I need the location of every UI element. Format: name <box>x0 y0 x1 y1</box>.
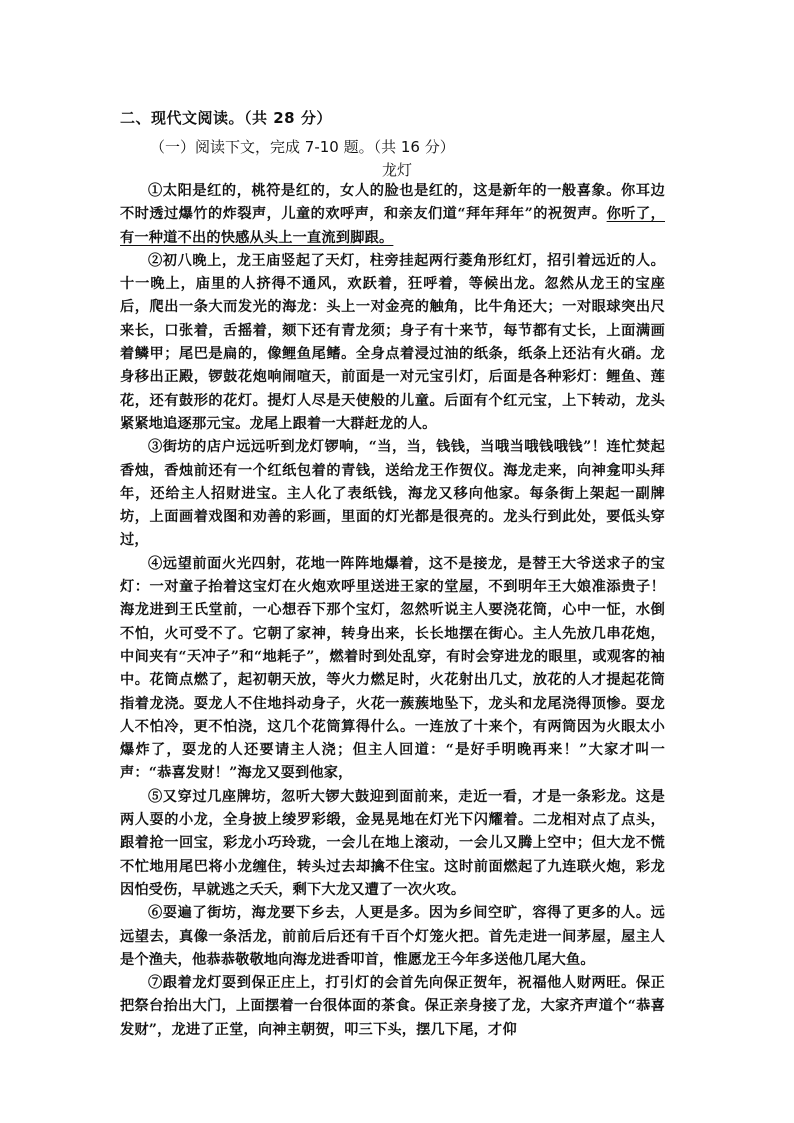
paragraph-text: ⑤又穿过几座牌坊，忽听大锣大鼓迎到面前来，走近一看，才是一条彩龙。这是两人耍的小龙，全身披上绫罗彩缎，金晃晃地在灯光下闪耀着。二龙相对点了点头，跟着抢一回宝，彩龙小巧玲珑，一会儿在地上滚动，一会儿又腾上空中；但大龙不慌不忙地用尾巴将小龙缠住，转头过去却擒不住宝。这时前面燃起了九连联火炮，彩龙因怕受伤，早就逃之夭夭，剩下大龙又遭了一次火攻。 <box>120 788 665 898</box>
paragraph-3 <box>120 436 665 552</box>
paragraph-text: ③街坊的店户远远听到龙灯锣响，“当，当，钱钱，当哦当哦钱哦钱”！连忙焚起香烛，香烛前还有一个红纸包着的青钱，送给龙王作贺仪。海龙走来，向神龛叩头拜年，还给主人招财进宝。主人化了表纸钱，海龙又移向他家。每条街上架起一副牌坊，上面画着戏图和劝善的彩画，里面的灯光都是很亮的。龙头行到此处，要低头穿过， <box>120 439 665 549</box>
paragraph-text: ②初八晚上，龙王庙竖起了天灯，柱旁挂起两行菱角形红灯，招引着远近的人。十一晚上，庙里的人挤得不通风，欢跃着，狂呼着，等候出龙。忽然从龙王的宝座后，爬出一条大而发光的海龙：头上一对金亮的触角，比牛角还大；一对眼球突出尺来长，口张着，舌摇着，颏下还有青龙须；身子有十来节，每节都有丈长，上面满画着鳞甲；尾巴是扁的，像鲤鱼尾鳍。全身点着浸过油的纸条，纸条上还沾有火硝。龙身移出正殿，锣鼓花炮响闹喧天，前面是一对元宝引灯，后面是各种彩灯：鲤鱼、莲花，还有鼓形的花灯。提灯人尽是天使般的儿童。后面有个红元宝，上下转动，龙头紧紧地追逐那元宝。龙尾上跟着一大群赶龙的人。 <box>120 252 665 432</box>
sub-heading: （一）阅读下文，完成 7-10 题。（共 16 分） <box>150 138 455 156</box>
paragraph-2 <box>120 250 665 436</box>
paragraph-text: ⑦跟着龙灯耍到保正庄上，打引灯的会首先向保正贺年，祝福他人财两旺。保正把祭台抬出大门，上面摆着一台很体面的茶食。保正亲身接了龙，大家齐声道个“恭喜发财”，龙进了正堂，向神主朝贺，叩三下头，摆几下尾，才仰 <box>120 975 665 1038</box>
underlined-sentence: 你听了，有一种道不出的快感从头上一直流到脚跟。 <box>120 206 665 246</box>
article-title: 龙灯 <box>381 161 412 179</box>
paragraph-text: ⑥耍遍了街坊，海龙要下乡去，人更是多。因为乡间空旷，容得了更多的人。远远望去，真像一条活龙，前前后后还有千百个灯笼火把。首先走进一间茅屋，屋主人是个渔夫，他恭恭敬敬地向海龙进香叩首，惟愿龙王今年多送他几尾大鱼。 <box>120 905 665 968</box>
paragraph-text: ④远望前面火光四射，花地一阵阵地爆着，这不是接龙，是替王大爷送求子的宝灯：一对童子抬着这宝灯在火炮欢呼里送进王家的堂屋，不到明年王大娘准添贵子！海龙进到王氏堂前，一心想吞下那个宝灯，忽然听说主人要浇花筒，心中一怔，水倒不怕，火可受不了。它朝了家神，转身出来，长长地摆在街心。主人先放几串花炮，中间夹有“天冲子”和“地耗子”，燃着时到处乱穿，有时会穿进龙的眼里，或观客的袖中。花筒点燃了，起初朝天放，等火力燃足时，火花射出几丈，放花的人才提起花筒指着龙浇。耍龙人不住地抖动身子，火花一蔟蔟地坠下，龙头和龙尾浇得顶惨。耍龙人不怕冷，更不怕浇，这几个花筒算得什么。一连放了十来个，有两筒因为火眼太小爆炸了，耍龙的人还要请主人浇；但主人回道：“是好手明晚再来！”大家才叫一声：“恭喜发财！”海龙又耍到他家， <box>120 555 665 782</box>
paragraph-4 <box>120 553 665 786</box>
paragraph-5 <box>120 786 665 902</box>
paragraph-7 <box>120 972 665 1042</box>
paragraph-1 <box>120 180 665 250</box>
article-body <box>120 180 665 1042</box>
paragraph-text: ①太阳是红的，桃符是红的，女人的脸也是红的，这是新年的一般喜象。你耳边不时透过爆竹的炸裂声，儿童的欢呼声，和亲友们道“拜年拜年”的祝贺声。 <box>120 183 665 223</box>
paragraph-6 <box>120 902 665 972</box>
section-heading: 二、现代文阅读。（共 28 分） <box>120 109 332 127</box>
